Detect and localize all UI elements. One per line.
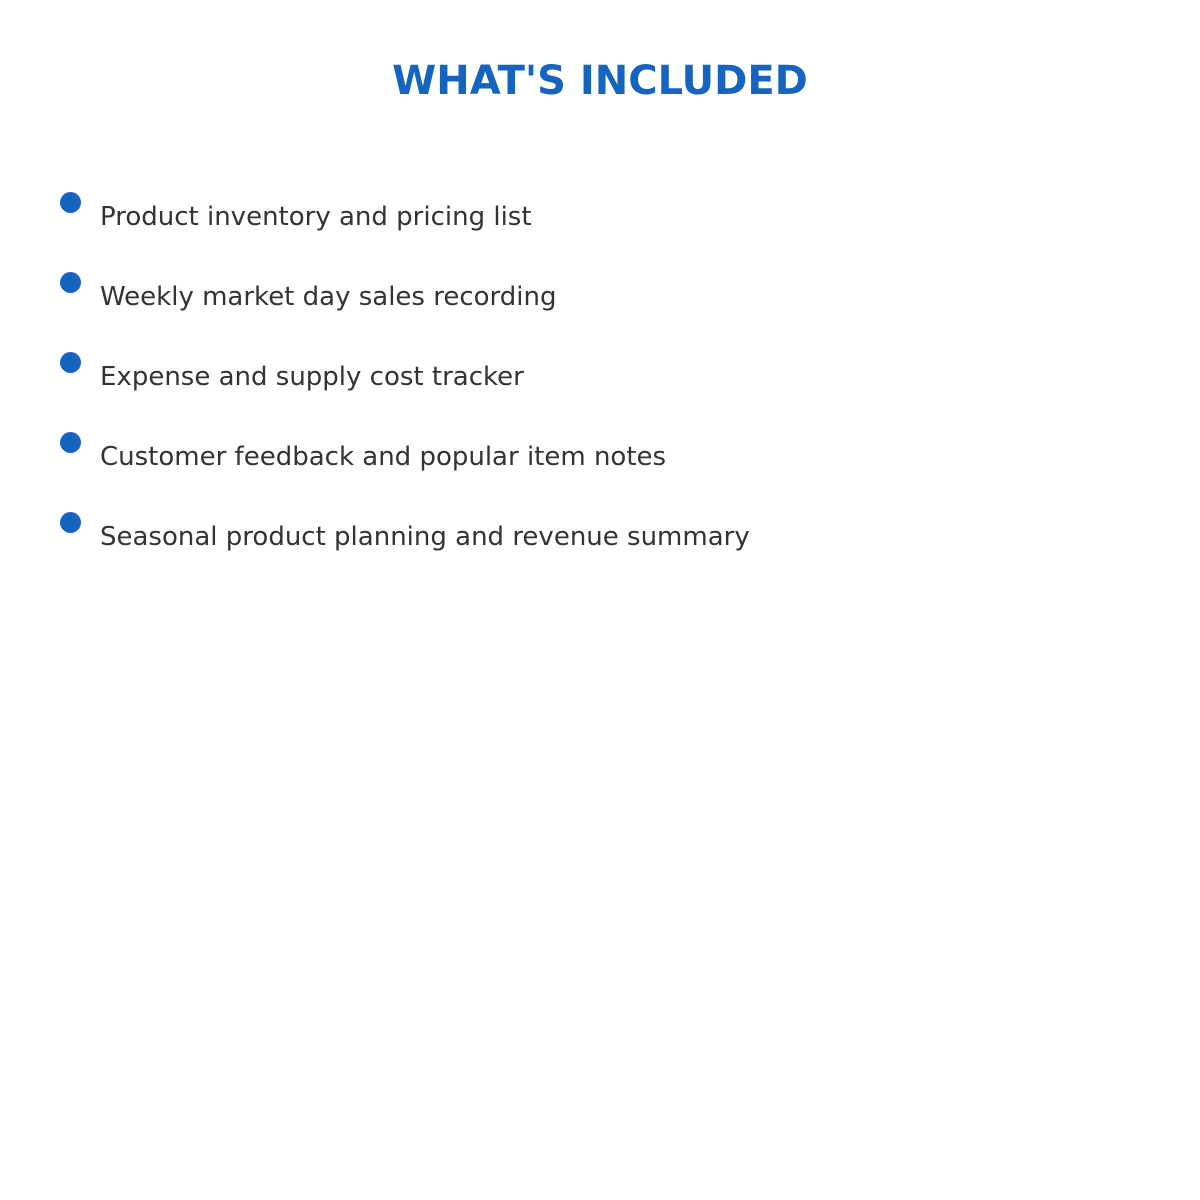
bullet-icon [60, 352, 81, 373]
list-item-label: Product inventory and pricing list [100, 202, 532, 232]
list-item [60, 350, 1140, 430]
bullet-icon [60, 192, 81, 213]
bullet-icon [60, 432, 81, 453]
list-item-label: Customer feedback and popular item notes [100, 442, 667, 472]
bullet-icon [60, 272, 81, 293]
bullet-icon [60, 512, 81, 533]
feature-list [60, 190, 1140, 590]
list-item-label: Seasonal product planning and revenue summary [100, 522, 750, 552]
list-item [60, 510, 1140, 590]
list-item-label: Expense and supply cost tracker [100, 362, 524, 392]
list-item [60, 270, 1140, 350]
page-title: WHAT'S INCLUDED [392, 58, 808, 104]
list-item [60, 430, 1140, 510]
list-item [60, 190, 1140, 270]
list-item-label: Weekly market day sales recording [100, 282, 557, 312]
